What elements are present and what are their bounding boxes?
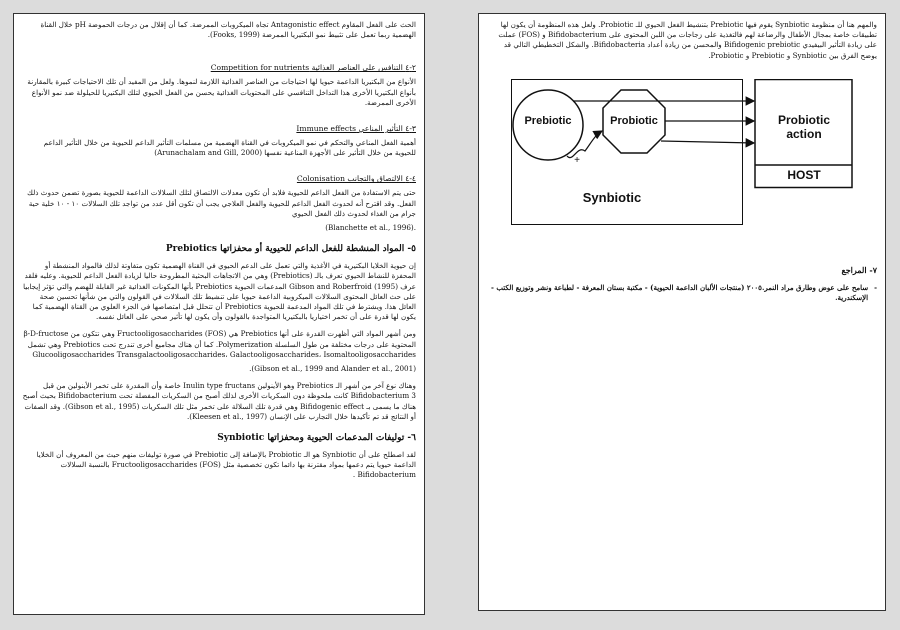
host-label: HOST: [787, 167, 821, 182]
heading-immune-effects: ٣-٤ التأثير المناعي Immune effects: [296, 124, 416, 134]
heading-competition: ٢-٤ التنافس على العناصر الغذائية Competition for nutrients: [210, 63, 416, 73]
citation-prebiotics: (Gibson et al., 1999 and Alander et al., 2001).: [249, 364, 416, 374]
heading-colonisation: ٤-٤ الالتصاق والتجانب Colonisation: [296, 174, 416, 184]
paragraph-synbiotic-intro: والمهم هنا أن منظومة Synbiotic يقوم فيها Prebiotic بتنشيط الفعل الحيوي للـ Probiotic. ولعل هذه المنظومة أن يكون لها تطبيقات خاصة بمجال الأطفال والرضاعة لهم فالتغذية على زجاجات من اللبن المحتوى على Bifidobacterium و (FOS) عملت على زيادة التأثير البيفيدي Bifidogenic prebiotic والمحسن من زيادة أعداد Bifidobacteria. والشكل التخطيطي التالي قد يوضح الفرق بين Synbiotic و Prebiotic و Probiotic.: [498, 20, 877, 60]
paragraph-competition: الأنواع من البكتيريا الداعمة حيويا لها احتياجات من العناصر الغذائية اللازمة لنموها. ولعل من المفيد أن تلك الاحتياجات كبيرة بالمقارنة بأنواع البكتيريا الأخرى هذا التداخل التنافسي على المحتويات الغذائية يحسن من الفعل الحيوي لتلك البكتيريا للحيلولة ضد نمو الأنواع الأخرى الممرضة.: [27, 77, 416, 107]
paragraph-immune-effects: أهمية الفعل المناعي والتحكم في نمو الميكروبات في القناة الهضمية من مسلمات التأثير الداعم للحيوية من خلال التأثير الداعم للحيوية من خلال التأثير على الأجهزة المناعية نفسها (Arunachalam and Gill, 2000): [43, 138, 416, 158]
paragraph-inulin: وهناك نوع آخر من أشهر الـ Prebiotics وهو الأينولين Inulin type fructans خاصة وأن المقدرة على تخمر الأينولين من قبل Bifidobacterium 3 كانت ملحوظة دون السكريات الأخرى لذلك أصبح من السكريات المفضلة تحت Bifidobacterium بحيث أصبح هناك ما يسمى بـ Bifidogenic effect وهي قدرة تلك السلالة على تخمر مثل تلك السكريات (Gibson et al., 1995). وقد الصفات أو النتائج قد تم تأكيدها خلال التجارب على الإنسان (Kleesen et al., 1997).: [22, 381, 416, 421]
paragraph-prebiotics-definition: إن حيوية الخلايا البكتيرية في الأغذية والتي تعمل على الدعم الحيوي في القناة الهضمية تكون متفاوتة لذلك فالمواد المنشطة أو المحفزة للنشاط الحيوي تعرف بالـ (Prebiotics) وهي من الاتجاهات البحثية المطروحة حاليا لزيادة الفعل الداعم للحيوية. وعليه فلقد عرف (1995) Gibson and Roberfroid المدعمات الحيوية Prebiotics بأنها المكونات الغذائية غير القابلة للهضم والتي تؤثر إيجابيا على حث العائل المحتوى السلالات الميكروبية الداعمة حيويا على تنشيط تلك السلالات في القولون والتي من شأنها تحسين صحة العائل هذا. ويشترط في تلك المواد المدعمة للحيوية Prebiotics أن تتحلل قبل امتصاصها في الجزء العلوي من القناة الهضمية كما يكون لها قدرة على أن تخمر اختياريا بالبكتيريا المتواجدة بالقولون وأن يكون لها تأثير صحي على العائل نفسه.: [23, 261, 416, 322]
reference-text: سامح على عوض وطارق مراد النمر.٢٠٠٥ (منتجات الألبان الداعمة الحيوية) - مكتبة بستان المعرفة - لطباعة ونشر وتوزيع الكتب - الإسكندرية.: [491, 282, 869, 302]
paragraph-synbiotic: لقد اصطلح على أن Synbiotic هو الـ Probiotic بالإضافة إلى Prebiotic في صورة توليفات منهم حيث من المعروف أن الخلايا الداعمة حيويا يتم دعمها بمواد مقترنة بها دائما تكون تخصصية مثل (FOS) Fructooligosaccharides بالنسبة السلالات Bifidobacterium .: [36, 450, 416, 480]
reference-bullet: -: [874, 282, 877, 292]
plus-sign: +: [574, 154, 580, 166]
synbiotic-diagram: [511, 79, 853, 225]
heading-prebiotics: ٥- المواد المنشطة للفعل الداعم للحيوية أو محفزاتها Prebiotics: [165, 244, 416, 255]
citation-colonisation: (Blanchette et al., 1996).: [325, 223, 416, 233]
paragraph-prebiotics-examples: ومن أشهر المواد التي أظهرت القدرة على أنها Prebiotics هي (FOS) Fructooligosaccharides وهي تتكون من β-D-fructose المحتوية على درجات مختلفة من طول السلسلة Polymerization. كما أن هناك مجاميع أخرى تندرج تحت Prebiotics وهي تشمل Glucooligosaccharides Transgalactooligosaccharides، Galactooligosaccharides، Isomaltooligosaccharides: [23, 329, 416, 359]
probiotic-action-line-2: action: [786, 126, 822, 141]
prebiotic-label: Prebiotic: [524, 114, 572, 127]
probiotic-action-label: [757, 113, 851, 141]
paragraph-antagonistic: الحث على الفعل المقاوم Antagonistic effect تجاه الميكروبات الممرضة. كما أن إقلال من درجات الحموضة pH خلال القناة الهضمية ربما تعمل على تثبيط نمو البكتيريا الممرضة (Fooks, 1999).: [40, 20, 416, 40]
probiotic-action-line-1: Probiotic: [777, 112, 830, 127]
synbiotic-label: Synbiotic: [582, 189, 642, 205]
probiotic-label: Probiotic: [610, 114, 658, 127]
reference-item: [487, 283, 877, 303]
synbiotic-diagram-graphic: [511, 79, 853, 225]
probiotic-to-host-arrow-lower: [661, 141, 754, 143]
paragraph-colonisation: حتى يتم الاستفادة من الفعل الداعم للحيوية فلابد أن تكون معدلات الالتصاق لتلك السلالات الداعمة للحيوية بصورة تضمن حدوث ذلك الفعل. وقد اقترح أنه لحدوث الفعل الداعم للحيوية والفعل العلاجي يجب أن تكون أقل عدد من تواجد تلك السلالات ١٠ - ١٠ خلية حية جرام من الغذاء لحدوث ذلك الفعل الحيوي: [27, 188, 416, 218]
document-page-right: [478, 13, 886, 611]
references-heading: ٧- المراجع: [841, 264, 877, 275]
document-page-left: [13, 13, 425, 615]
heading-synbiotic: ٦- توليفات المدعمات الحيوية ومحفزاتها Synbiotic: [217, 433, 416, 444]
